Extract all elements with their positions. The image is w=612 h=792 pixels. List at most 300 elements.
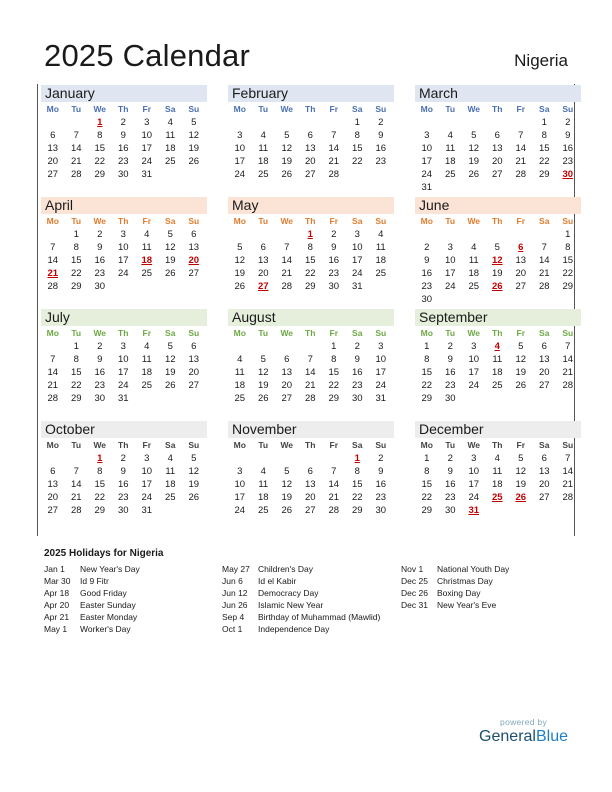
weekday-label: Su bbox=[188, 104, 200, 114]
day-cell: 29 bbox=[562, 281, 574, 292]
week-row bbox=[228, 241, 394, 254]
holiday-day-cell: 12 bbox=[491, 255, 503, 266]
empty-day-cell bbox=[533, 504, 557, 517]
empty-day-cell bbox=[439, 181, 463, 194]
day-cell: 26 bbox=[468, 169, 480, 180]
day-cell: 9 bbox=[354, 354, 360, 365]
empty-day-cell bbox=[159, 392, 183, 405]
day-cell: 3 bbox=[471, 341, 477, 352]
day-cell: 22 bbox=[94, 156, 106, 167]
page-title: 2025 Calendar bbox=[44, 38, 250, 73]
weekday-label: Tu bbox=[71, 328, 82, 338]
day-cell: 6 bbox=[191, 341, 197, 352]
day-cell: 1 bbox=[565, 229, 571, 240]
weekday-label: We bbox=[280, 328, 294, 338]
brand-name-blue: Blue bbox=[535, 728, 568, 745]
holiday-day-cell: 4 bbox=[494, 341, 500, 352]
day-cell: 5 bbox=[471, 130, 477, 141]
day-cell: 23 bbox=[328, 268, 340, 279]
day-cell: 25 bbox=[164, 156, 176, 167]
holiday-name: Birthday of Muhammad (Mawlid) bbox=[258, 612, 381, 622]
day-cell: 12 bbox=[515, 466, 527, 477]
week-row bbox=[41, 504, 207, 517]
day-cell: 9 bbox=[331, 242, 337, 253]
empty-day-cell bbox=[252, 116, 276, 129]
week-row bbox=[415, 142, 581, 155]
day-cell: 28 bbox=[70, 169, 82, 180]
weekday-label: Sa bbox=[539, 216, 550, 226]
month-name: April bbox=[41, 197, 207, 214]
day-cell: 21 bbox=[304, 380, 316, 391]
day-cell: 6 bbox=[50, 130, 56, 141]
weekday-label: Mo bbox=[420, 328, 433, 338]
holiday-date: May 27 bbox=[222, 564, 250, 574]
weekday-label: Sa bbox=[165, 216, 176, 226]
day-cell: 16 bbox=[444, 479, 456, 490]
holiday-day-cell: 1 bbox=[307, 229, 313, 240]
week-row bbox=[41, 366, 207, 379]
holiday-day-cell: 1 bbox=[97, 453, 103, 464]
day-cell: 21 bbox=[70, 156, 82, 167]
empty-day-cell bbox=[533, 181, 557, 194]
day-cell: 13 bbox=[304, 143, 316, 154]
day-cell: 18 bbox=[164, 143, 176, 154]
holiday-item bbox=[44, 599, 140, 611]
holiday-column-3 bbox=[401, 563, 509, 611]
week-row bbox=[228, 280, 394, 293]
day-cell: 17 bbox=[117, 367, 129, 378]
day-cell: 2 bbox=[354, 341, 360, 352]
weekday-label: Mo bbox=[233, 104, 246, 114]
day-cell: 28 bbox=[47, 281, 59, 292]
weekday-header bbox=[415, 214, 581, 228]
day-cell: 5 bbox=[518, 453, 524, 464]
weekday-label: We bbox=[280, 440, 294, 450]
week-row bbox=[415, 452, 581, 465]
empty-day-cell bbox=[228, 228, 252, 241]
day-cell: 15 bbox=[351, 479, 363, 490]
weekday-label: We bbox=[93, 104, 107, 114]
week-row bbox=[228, 504, 394, 517]
empty-day-cell bbox=[462, 116, 486, 129]
empty-day-cell bbox=[275, 228, 299, 241]
week-row bbox=[41, 340, 207, 353]
day-cell: 15 bbox=[328, 367, 340, 378]
day-cell: 21 bbox=[328, 492, 340, 503]
day-cell: 15 bbox=[421, 367, 433, 378]
day-cell: 17 bbox=[117, 255, 129, 266]
day-cell: 3 bbox=[471, 453, 477, 464]
empty-day-cell bbox=[275, 116, 299, 129]
day-cell: 2 bbox=[120, 117, 126, 128]
day-cell: 6 bbox=[191, 229, 197, 240]
week-row bbox=[228, 465, 394, 478]
week-row bbox=[228, 155, 394, 168]
holiday-day-cell: 20 bbox=[188, 255, 200, 266]
weekday-label: Th bbox=[118, 328, 129, 338]
day-cell: 20 bbox=[47, 492, 59, 503]
weekday-label: We bbox=[93, 440, 107, 450]
day-cell: 28 bbox=[538, 281, 550, 292]
week-row bbox=[41, 116, 207, 129]
day-cell: 25 bbox=[257, 505, 269, 516]
holiday-date: May 1 bbox=[44, 624, 68, 634]
month-name: September bbox=[415, 309, 581, 326]
day-cell: 25 bbox=[164, 492, 176, 503]
empty-day-cell bbox=[159, 280, 183, 293]
day-cell: 25 bbox=[141, 268, 153, 279]
day-cell: 26 bbox=[515, 380, 527, 391]
day-cell: 31 bbox=[117, 393, 129, 404]
day-cell: 26 bbox=[188, 156, 200, 167]
day-cell: 31 bbox=[375, 393, 387, 404]
holiday-date: Oct 1 bbox=[222, 624, 243, 634]
day-cell: 17 bbox=[421, 156, 433, 167]
day-cell: 11 bbox=[165, 130, 176, 141]
weekday-label: Fr bbox=[516, 216, 525, 226]
day-cell: 22 bbox=[421, 492, 433, 503]
week-row bbox=[415, 181, 581, 194]
day-cell: 28 bbox=[70, 505, 82, 516]
day-cell: 19 bbox=[164, 367, 176, 378]
day-cell: 4 bbox=[237, 354, 243, 365]
week-row bbox=[415, 280, 581, 293]
empty-day-cell bbox=[509, 293, 533, 306]
day-cell: 12 bbox=[468, 143, 480, 154]
day-cell: 30 bbox=[117, 505, 129, 516]
day-cell: 19 bbox=[515, 367, 527, 378]
day-cell: 1 bbox=[541, 117, 547, 128]
day-cell: 5 bbox=[284, 466, 290, 477]
day-cell: 24 bbox=[468, 492, 480, 503]
empty-day-cell bbox=[228, 116, 252, 129]
day-cell: 28 bbox=[281, 281, 293, 292]
weekday-label: Th bbox=[305, 328, 316, 338]
day-cell: 10 bbox=[375, 354, 387, 365]
day-cell: 22 bbox=[94, 492, 106, 503]
day-cell: 29 bbox=[70, 393, 82, 404]
day-cell: 5 bbox=[284, 130, 290, 141]
day-cell: 5 bbox=[494, 242, 500, 253]
month-july bbox=[41, 309, 207, 405]
day-cell: 17 bbox=[234, 156, 246, 167]
holiday-date: Jun 12 bbox=[222, 588, 248, 598]
week-row bbox=[41, 379, 207, 392]
day-cell: 12 bbox=[188, 130, 200, 141]
day-cell: 7 bbox=[50, 354, 56, 365]
weekday-header bbox=[415, 102, 581, 116]
month-name: March bbox=[415, 85, 581, 102]
holiday-date: Apr 20 bbox=[44, 600, 70, 610]
day-cell: 3 bbox=[120, 341, 126, 352]
day-cell: 27 bbox=[188, 380, 200, 391]
day-cell: 9 bbox=[378, 466, 384, 477]
day-cell: 29 bbox=[538, 169, 550, 180]
day-cell: 13 bbox=[47, 479, 59, 490]
day-cell: 26 bbox=[164, 268, 176, 279]
weekday-label: Mo bbox=[233, 328, 246, 338]
day-cell: 14 bbox=[328, 143, 340, 154]
week-row bbox=[41, 465, 207, 478]
week-row bbox=[415, 228, 581, 241]
month-name: May bbox=[228, 197, 394, 214]
holiday-name: New Year's Day bbox=[80, 564, 140, 574]
day-cell: 28 bbox=[562, 492, 574, 503]
empty-day-cell bbox=[486, 181, 510, 194]
empty-day-cell bbox=[509, 504, 533, 517]
week-row bbox=[228, 366, 394, 379]
weekday-label: We bbox=[467, 216, 481, 226]
empty-day-cell bbox=[486, 392, 510, 405]
day-cell: 15 bbox=[538, 143, 550, 154]
weekday-label: Tu bbox=[445, 440, 456, 450]
weekday-label: Mo bbox=[233, 216, 246, 226]
weekday-header bbox=[228, 326, 394, 340]
day-cell: 17 bbox=[468, 479, 480, 490]
week-row bbox=[41, 491, 207, 504]
holiday-day-cell: 30 bbox=[562, 169, 574, 180]
holiday-day-cell: 26 bbox=[491, 281, 503, 292]
day-cell: 18 bbox=[257, 492, 269, 503]
day-cell: 1 bbox=[424, 453, 430, 464]
week-row bbox=[41, 478, 207, 491]
day-cell: 13 bbox=[188, 354, 200, 365]
day-cell: 13 bbox=[538, 354, 550, 365]
weekday-header bbox=[228, 438, 394, 452]
day-cell: 29 bbox=[94, 505, 106, 516]
day-cell: 16 bbox=[421, 268, 433, 279]
day-cell: 21 bbox=[538, 268, 550, 279]
day-cell: 20 bbox=[304, 156, 316, 167]
week-row bbox=[41, 142, 207, 155]
day-cell: 3 bbox=[378, 341, 384, 352]
day-cell: 20 bbox=[515, 268, 527, 279]
day-cell: 3 bbox=[120, 229, 126, 240]
day-cell: 25 bbox=[491, 380, 503, 391]
week-row bbox=[415, 241, 581, 254]
day-cell: 24 bbox=[421, 169, 433, 180]
day-cell: 22 bbox=[70, 380, 82, 391]
week-row bbox=[228, 267, 394, 280]
empty-day-cell bbox=[415, 116, 439, 129]
day-cell: 18 bbox=[491, 479, 503, 490]
weekday-label: Fr bbox=[516, 104, 525, 114]
day-cell: 24 bbox=[141, 492, 153, 503]
day-cell: 21 bbox=[70, 492, 82, 503]
week-row bbox=[415, 254, 581, 267]
day-cell: 4 bbox=[260, 130, 266, 141]
day-cell: 5 bbox=[237, 242, 243, 253]
holiday-name: Id el Kabir bbox=[258, 576, 297, 586]
day-cell: 6 bbox=[541, 453, 547, 464]
day-cell: 13 bbox=[515, 255, 527, 266]
day-cell: 22 bbox=[421, 380, 433, 391]
weekday-header bbox=[41, 438, 207, 452]
weekday-label: Su bbox=[375, 104, 387, 114]
day-cell: 24 bbox=[117, 380, 129, 391]
week-row bbox=[415, 267, 581, 280]
day-cell: 8 bbox=[307, 242, 313, 253]
day-cell: 19 bbox=[188, 479, 200, 490]
empty-day-cell bbox=[556, 504, 580, 517]
day-cell: 9 bbox=[565, 130, 571, 141]
day-cell: 8 bbox=[424, 466, 430, 477]
holiday-name: Independence Day bbox=[258, 624, 330, 634]
day-cell: 11 bbox=[165, 466, 176, 477]
day-cell: 27 bbox=[304, 169, 316, 180]
day-cell: 27 bbox=[304, 505, 316, 516]
day-cell: 12 bbox=[281, 143, 293, 154]
empty-day-cell bbox=[509, 116, 533, 129]
day-cell: 4 bbox=[471, 242, 477, 253]
day-cell: 5 bbox=[260, 354, 266, 365]
holiday-item bbox=[44, 563, 140, 575]
weekday-label: Su bbox=[188, 440, 200, 450]
holiday-day-cell: 31 bbox=[468, 505, 480, 516]
day-cell: 20 bbox=[281, 380, 293, 391]
day-cell: 11 bbox=[468, 255, 479, 266]
day-cell: 7 bbox=[73, 466, 79, 477]
weekday-header bbox=[41, 102, 207, 116]
day-cell: 13 bbox=[257, 255, 269, 266]
week-row bbox=[41, 228, 207, 241]
empty-day-cell bbox=[299, 340, 323, 353]
day-cell: 10 bbox=[444, 255, 456, 266]
weekday-label: Th bbox=[305, 440, 316, 450]
month-name: December bbox=[415, 421, 581, 438]
weekday-label: Sa bbox=[539, 440, 550, 450]
day-cell: 9 bbox=[120, 466, 126, 477]
day-cell: 8 bbox=[424, 354, 430, 365]
day-cell: 5 bbox=[518, 341, 524, 352]
day-cell: 20 bbox=[188, 367, 200, 378]
day-cell: 14 bbox=[281, 255, 293, 266]
holiday-date: Jan 1 bbox=[44, 564, 65, 574]
day-cell: 4 bbox=[167, 117, 173, 128]
day-cell: 17 bbox=[468, 367, 480, 378]
day-cell: 4 bbox=[167, 453, 173, 464]
empty-day-cell bbox=[486, 116, 510, 129]
day-cell: 17 bbox=[375, 367, 387, 378]
weekday-label: Sa bbox=[352, 440, 363, 450]
day-cell: 3 bbox=[354, 229, 360, 240]
weekday-label: Fr bbox=[142, 440, 151, 450]
day-cell: 11 bbox=[492, 466, 503, 477]
day-cell: 26 bbox=[188, 492, 200, 503]
empty-day-cell bbox=[533, 392, 557, 405]
day-cell: 24 bbox=[468, 380, 480, 391]
day-cell: 12 bbox=[188, 466, 200, 477]
day-cell: 8 bbox=[73, 354, 79, 365]
weekday-label: Mo bbox=[420, 104, 433, 114]
weekday-label: Sa bbox=[165, 440, 176, 450]
day-cell: 22 bbox=[304, 268, 316, 279]
day-cell: 1 bbox=[73, 229, 79, 240]
day-cell: 4 bbox=[260, 466, 266, 477]
week-row bbox=[415, 155, 581, 168]
weekday-label: Su bbox=[375, 328, 387, 338]
day-cell: 13 bbox=[281, 367, 293, 378]
month-december bbox=[415, 421, 581, 517]
day-cell: 2 bbox=[331, 229, 337, 240]
week-row bbox=[41, 267, 207, 280]
day-cell: 23 bbox=[444, 380, 456, 391]
day-cell: 9 bbox=[97, 354, 103, 365]
empty-day-cell bbox=[135, 392, 159, 405]
empty-day-cell bbox=[369, 168, 393, 181]
empty-day-cell bbox=[509, 392, 533, 405]
day-cell: 21 bbox=[562, 367, 574, 378]
weekday-label: Th bbox=[118, 440, 129, 450]
day-cell: 30 bbox=[94, 281, 106, 292]
holiday-date: Dec 26 bbox=[401, 588, 428, 598]
empty-day-cell bbox=[439, 116, 463, 129]
day-cell: 29 bbox=[304, 281, 316, 292]
holiday-date: Apr 21 bbox=[44, 612, 70, 622]
weekday-label: Th bbox=[492, 104, 503, 114]
day-cell: 23 bbox=[117, 492, 129, 503]
day-cell: 23 bbox=[94, 268, 106, 279]
day-cell: 23 bbox=[562, 156, 574, 167]
day-cell: 21 bbox=[281, 268, 293, 279]
day-cell: 24 bbox=[375, 380, 387, 391]
day-cell: 14 bbox=[538, 255, 550, 266]
empty-day-cell bbox=[228, 340, 252, 353]
day-cell: 3 bbox=[424, 130, 430, 141]
day-cell: 18 bbox=[491, 367, 503, 378]
empty-day-cell bbox=[252, 228, 276, 241]
powered-by-text: powered by bbox=[500, 717, 547, 727]
day-cell: 16 bbox=[375, 479, 387, 490]
holiday-date: Dec 31 bbox=[401, 600, 428, 610]
holiday-column-2 bbox=[222, 563, 380, 635]
empty-day-cell bbox=[275, 452, 299, 465]
empty-day-cell bbox=[41, 452, 65, 465]
day-cell: 18 bbox=[468, 268, 480, 279]
day-cell: 8 bbox=[354, 130, 360, 141]
day-cell: 31 bbox=[421, 182, 433, 193]
month-september bbox=[415, 309, 581, 405]
grid-border-left bbox=[37, 84, 38, 536]
holiday-item bbox=[222, 611, 380, 623]
day-cell: 19 bbox=[164, 255, 176, 266]
day-cell: 7 bbox=[284, 242, 290, 253]
holiday-item bbox=[401, 587, 509, 599]
holiday-day-cell: 1 bbox=[97, 117, 103, 128]
day-cell: 25 bbox=[444, 169, 456, 180]
day-cell: 23 bbox=[421, 281, 433, 292]
weekday-label: Sa bbox=[539, 328, 550, 338]
weekday-label: Tu bbox=[71, 216, 82, 226]
day-cell: 19 bbox=[234, 268, 246, 279]
day-cell: 11 bbox=[375, 242, 386, 253]
empty-day-cell bbox=[556, 392, 580, 405]
month-name: July bbox=[41, 309, 207, 326]
week-row bbox=[41, 280, 207, 293]
week-row bbox=[41, 353, 207, 366]
empty-day-cell bbox=[182, 280, 206, 293]
weekday-label: Su bbox=[375, 216, 387, 226]
day-cell: 28 bbox=[47, 393, 59, 404]
empty-day-cell bbox=[322, 452, 346, 465]
weekday-header bbox=[228, 102, 394, 116]
day-cell: 10 bbox=[421, 143, 433, 154]
day-cell: 30 bbox=[117, 169, 129, 180]
day-cell: 24 bbox=[234, 169, 246, 180]
week-row bbox=[228, 392, 394, 405]
day-cell: 9 bbox=[378, 130, 384, 141]
day-cell: 23 bbox=[94, 380, 106, 391]
